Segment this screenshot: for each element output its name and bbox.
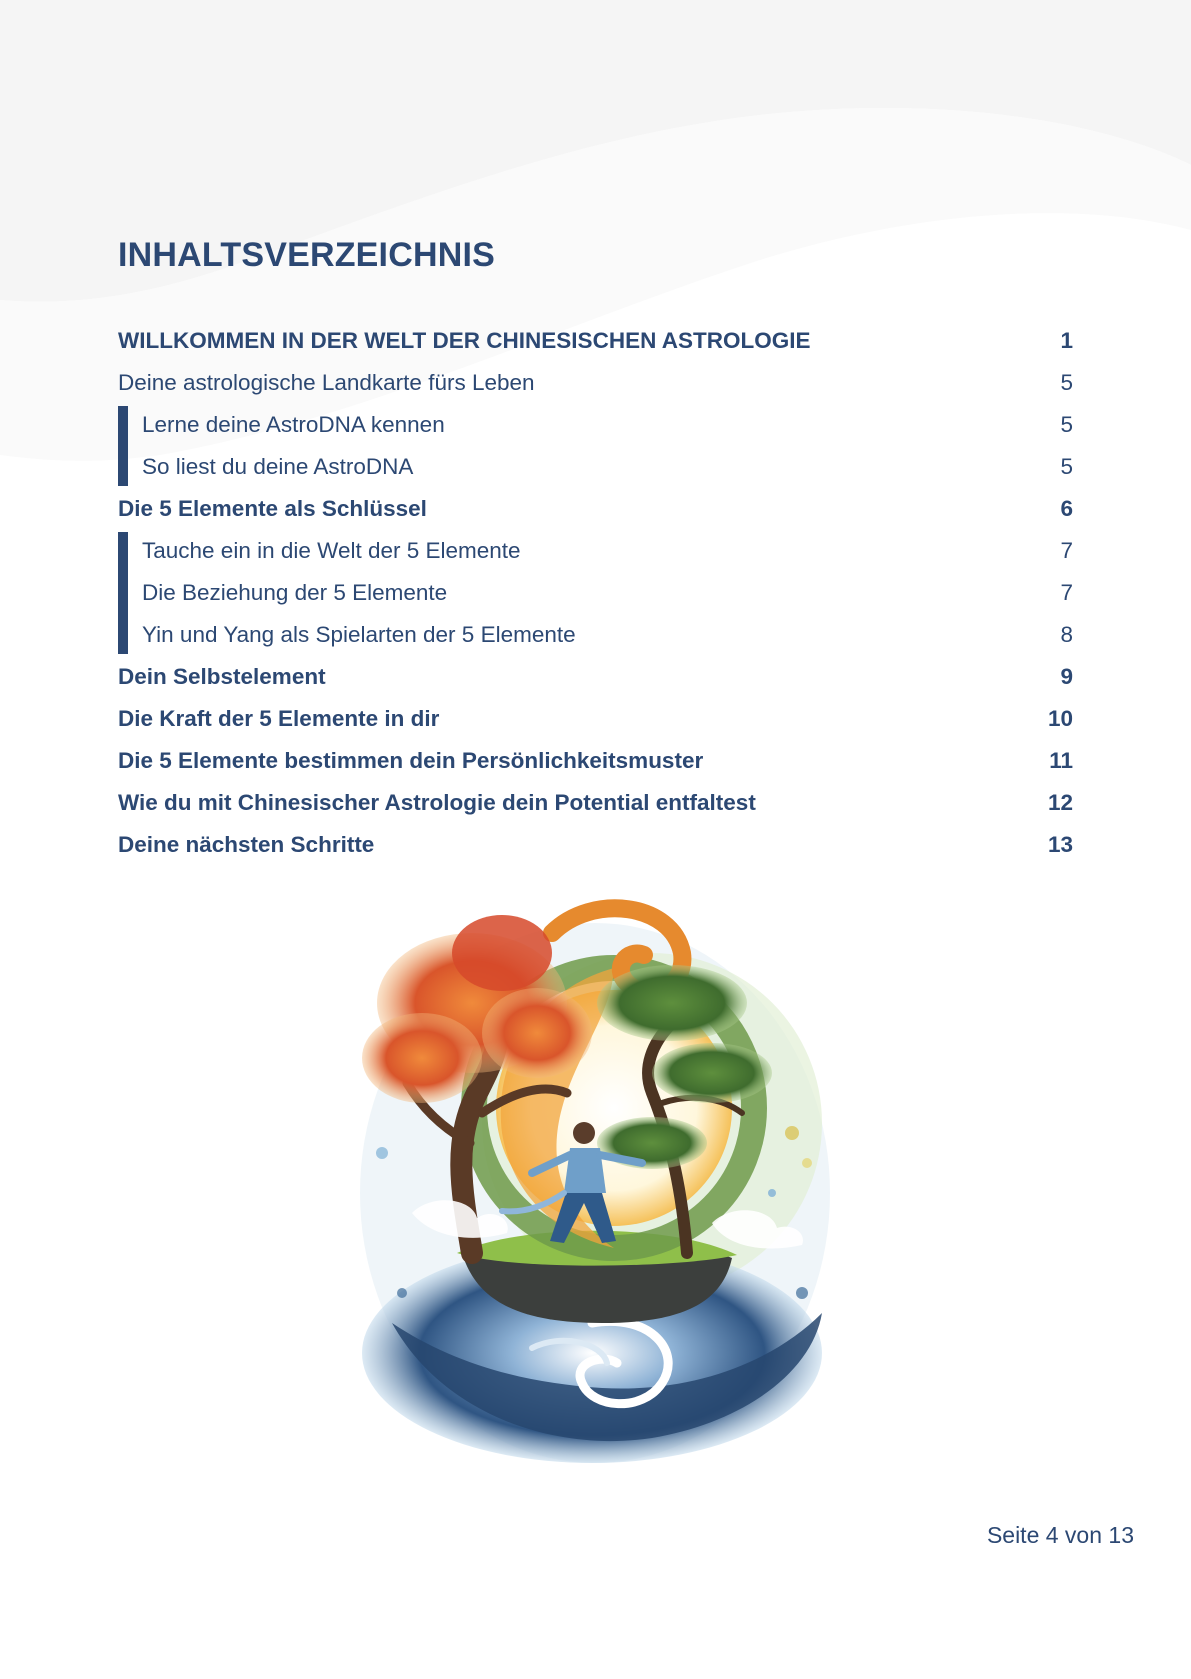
toc-entry-page: 12 [1047, 790, 1073, 815]
toc-entry-label: Die Kraft der 5 Elemente in dir [118, 706, 440, 731]
toc-entry-page: 5 [1060, 454, 1073, 479]
toc-entry-label: Lerne deine AstroDNA kennen [142, 412, 445, 437]
toc-entry-label: Yin und Yang als Spielarten der 5 Elemente [142, 622, 576, 647]
toc-entry-label: Die 5 Elemente als Schlüssel [118, 496, 427, 521]
toc-entry[interactable] [118, 488, 1073, 530]
toc-entry-label: Deine astrologische Landkarte fürs Leben [118, 370, 535, 395]
toc-entry[interactable] [118, 782, 1073, 824]
toc-entry-label: So liest du deine AstroDNA [142, 454, 414, 479]
watercolor-five-elements-illustration [352, 893, 838, 1473]
toc-subentry[interactable] [118, 530, 1073, 572]
toc-subentry[interactable] [118, 614, 1073, 656]
page-number-footer: Seite 4 von 13 [986, 1522, 1134, 1548]
toc-entry-page: 7 [1060, 538, 1073, 563]
table-of-contents [118, 320, 1073, 866]
toc-entry-page: 5 [1060, 370, 1073, 395]
toc-entry-label: Wie du mit Chinesischer Astrologie dein Potential entfaltest [118, 790, 756, 815]
toc-entry[interactable] [118, 362, 1073, 404]
toc-entry-page: 1 [1060, 328, 1073, 353]
toc-entry-label: Tauche ein in die Welt der 5 Elemente [142, 538, 521, 563]
toc-entry[interactable] [118, 698, 1073, 740]
toc-entry-page: 11 [1049, 748, 1073, 773]
toc-subentry[interactable] [118, 446, 1073, 488]
toc-entry-label: WILLKOMMEN IN DER WELT DER CHINESISCHEN ASTROLOGIE [118, 328, 811, 353]
toc-entry-page: 7 [1060, 580, 1073, 605]
toc-entry-page: 13 [1047, 832, 1073, 857]
toc-subentry[interactable] [118, 572, 1073, 614]
toc-entry-page: 6 [1060, 496, 1073, 521]
toc-entry-page: 10 [1047, 706, 1073, 731]
toc-entry[interactable] [118, 824, 1073, 866]
toc-entry[interactable] [118, 740, 1073, 782]
toc-entry-label: Die 5 Elemente bestimmen dein Persönlichkeitsmuster [118, 748, 704, 773]
toc-entry-label: Die Beziehung der 5 Elemente [142, 580, 448, 605]
toc-subentry[interactable] [118, 404, 1073, 446]
toc-entry-page: 9 [1060, 664, 1073, 689]
toc-entry[interactable] [118, 320, 1073, 362]
page-title: INHALTSVERZEICHNIS [118, 236, 495, 274]
toc-entry-label: Deine nächsten Schritte [118, 832, 375, 857]
toc-entry-page: 5 [1060, 412, 1073, 437]
toc-entry[interactable] [118, 656, 1073, 698]
toc-entry-label: Dein Selbstelement [118, 664, 326, 689]
toc-entry-page: 8 [1060, 622, 1073, 647]
